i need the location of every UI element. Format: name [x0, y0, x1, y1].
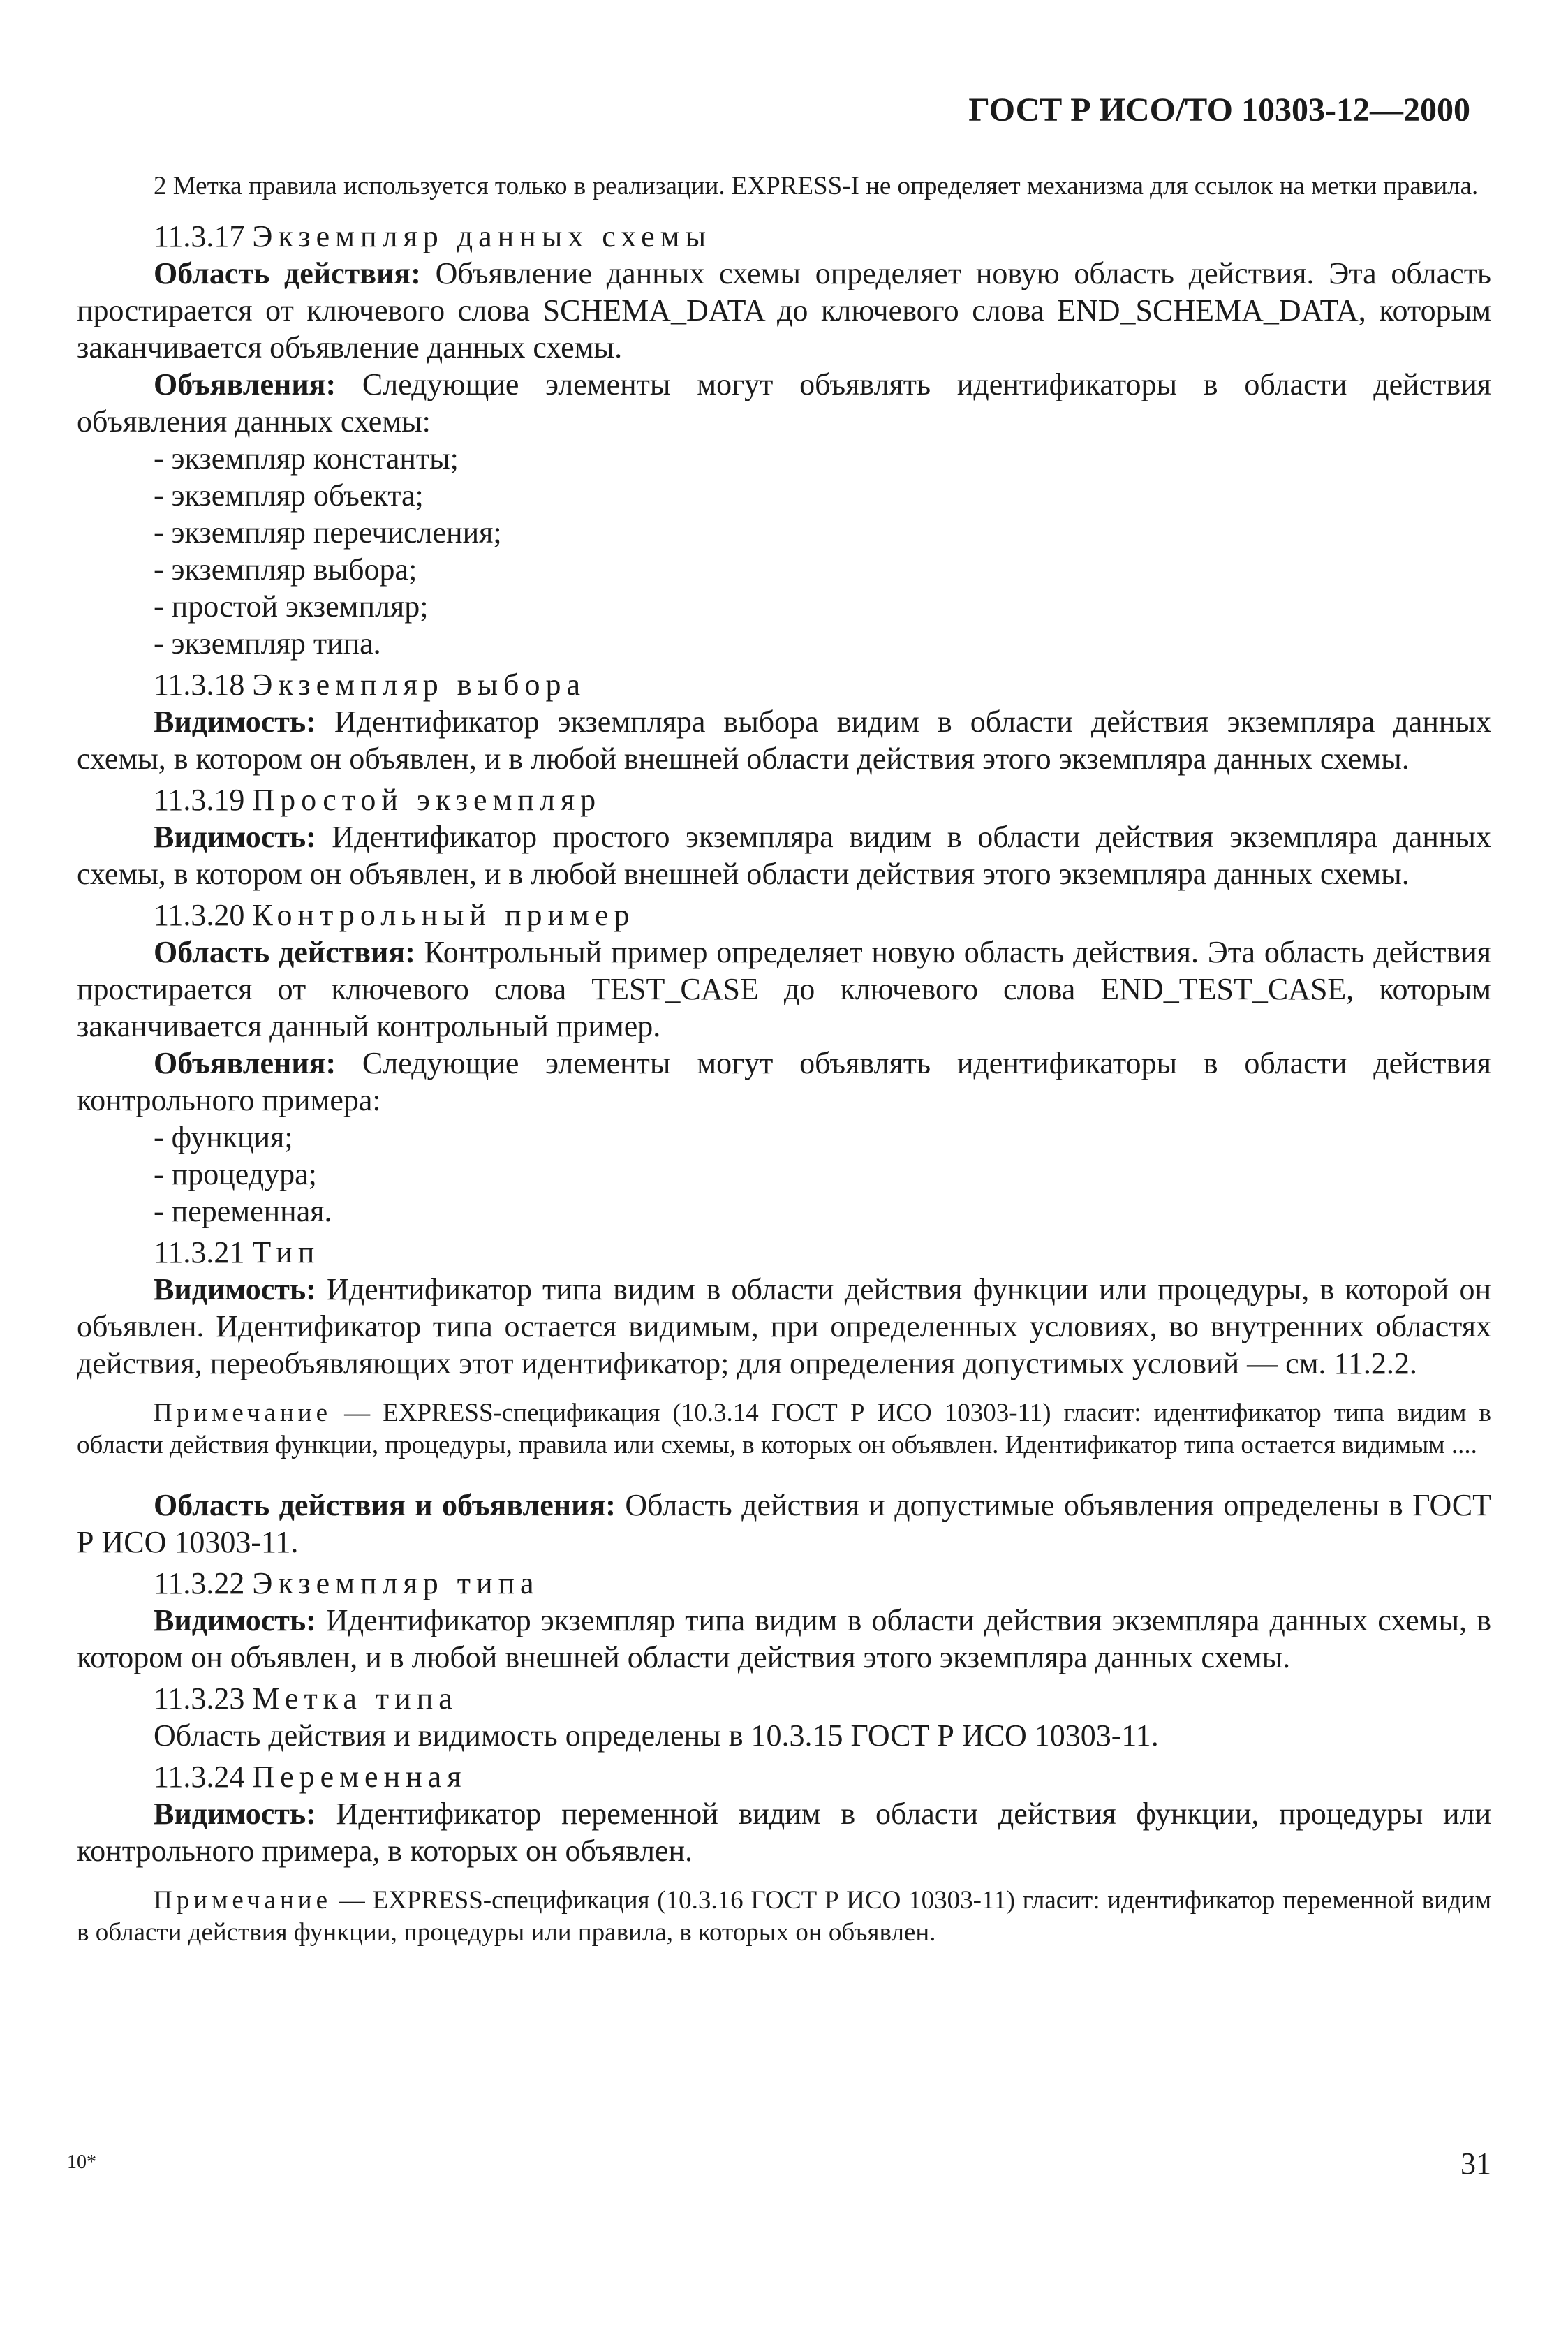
section-number: 11.3.19: [154, 783, 245, 817]
section-title: Тип: [252, 1235, 320, 1269]
section-number: 11.3.21: [154, 1235, 245, 1269]
declarations-label: Объявления:: [154, 367, 336, 401]
section-heading-11-3-19: [77, 781, 1491, 818]
section-title: Метка типа: [252, 1681, 458, 1716]
list-item: - экземпляр типа.: [154, 626, 381, 661]
section-number: 11.3.22: [154, 1566, 245, 1600]
note-label: Примечание: [154, 1399, 332, 1427]
note-text: — EXPRESS-спецификация (10.3.16 ГОСТ Р ИСО 10303-11) гласит: идентификатор переменной видим в области действия функции, процедуры или правила, в которых он объявлен.: [77, 1886, 1491, 1947]
list-item: - экземпляр перечисления;: [154, 515, 502, 550]
section-title: Экземпляр типа: [252, 1566, 540, 1600]
declarations-paragraph: [77, 1045, 1491, 1119]
visibility-text: Идентификатор типа видим в области действия функции или процедуры, в которой он объявлен. Идентификатор типа остается видимым, при определенных условиях, во внутренних областях действия, переобъявляющих этот идентификатор; для определения допустимых условий — см. 11.2.2.: [77, 1272, 1491, 1380]
list-item: - простой экземпляр;: [154, 589, 429, 624]
section-number: 11.3.18: [154, 668, 245, 702]
section-title: Простой экземпляр: [252, 783, 602, 817]
list-item: - экземпляр константы;: [154, 441, 459, 476]
note-text: — EXPRESS-спецификация (10.3.14 ГОСТ Р ИСО 10303-11) гласит: идентификатор типа видим в области действия функции, процедуры, правила или схемы, в которых он объявлен. Идентификатор типа остается видимым ....: [77, 1399, 1491, 1459]
list-item: - функция;: [154, 1120, 293, 1154]
scope-label: Область действия:: [154, 256, 421, 290]
visibility-label: Видимость:: [154, 1603, 316, 1637]
section-title: Переменная: [252, 1760, 467, 1794]
scope-text: Объявление данных схемы определяет новую область действия. Эта область простирается от ключевого слова SCHEMA_DATA до ключевого слова END_SCHEMA_DATA, которым заканчивается объявление данных схемы.: [77, 256, 1491, 364]
intro-note: 2 Метка правила используется только в реализации. EXPRESS-I не определяет механизма для ссылок на метки правила.: [154, 172, 1479, 200]
visibility-paragraph: [77, 1271, 1491, 1382]
note-paragraph: [77, 1397, 1491, 1461]
footer-signature-mark: 10*: [67, 2151, 96, 2173]
visibility-paragraph: [77, 1795, 1491, 1869]
list-item: - экземпляр выбора;: [154, 552, 417, 587]
page-number: 31: [1460, 2146, 1491, 2181]
section-heading-11-3-21: [77, 1234, 1491, 1271]
visibility-label: Видимость:: [154, 1797, 316, 1831]
scope-label: Область действия:: [154, 935, 415, 969]
scope-paragraph: [77, 934, 1491, 1045]
visibility-paragraph: [77, 1602, 1491, 1676]
section-heading-11-3-23: [77, 1680, 1491, 1717]
scope-text: Контрольный пример определяет новую область действия. Эта область действия простирается от ключевого слова TEST_CASE до ключевого слова END_TEST_CASE, которым заканчивается данный контрольный пример.: [77, 935, 1492, 1043]
page-header: ГОСТ Р ИСО/ТО 10303-12—2000: [968, 91, 1470, 128]
section-number: 11.3.17: [154, 219, 245, 253]
section-number: 11.3.20: [154, 898, 245, 932]
note-paragraph: [77, 1885, 1491, 1949]
visibility-label: Видимость:: [154, 705, 316, 739]
scope-declarations-text: Область действия и допустимые объявления определены в ГОСТ Р ИСО 10303-11.: [77, 1488, 1491, 1559]
section-heading-11-3-17: [77, 218, 1491, 255]
section-title: Экземпляр данных схемы: [252, 219, 712, 253]
section-number: 11.3.24: [154, 1760, 245, 1794]
visibility-text: Идентификатор экземпляр типа видим в области действия экземпляра данных схемы, в котором он объявлен, и в любой внешней области действия этого экземпляра данных схемы.: [77, 1603, 1491, 1674]
list-item: - экземпляр объекта;: [154, 478, 424, 513]
declarations-text: Следующие элементы могут объявлять идентификаторы в области действия объявления данных схемы:: [77, 367, 1491, 439]
list-item: - процедура;: [154, 1157, 317, 1191]
visibility-text: Идентификатор переменной видим в области действия функции, процедуры или контрольного примера, в которых он объявлен.: [77, 1797, 1491, 1868]
section-title: Экземпляр выбора: [252, 668, 586, 702]
visibility-paragraph: [77, 703, 1491, 777]
body-paragraph: Область действия и видимость определены в 10.3.15 ГОСТ Р ИСО 10303-11.: [154, 1718, 1159, 1753]
section-heading-11-3-24: [77, 1758, 1491, 1795]
section-title: Контрольный пример: [252, 898, 635, 932]
section-heading-11-3-22: [77, 1565, 1491, 1602]
visibility-text: Идентификатор простого экземпляра видим в области действия экземпляра данных схемы, в котором он объявлен, и в любой внешней области действия этого экземпляра данных схемы.: [77, 820, 1491, 891]
visibility-text: Идентификатор экземпляра выбора видим в области действия экземпляра данных схемы, в котором он объявлен, и в любой внешней области действия этого экземпляра данных схемы.: [77, 705, 1491, 776]
declarations-label: Объявления:: [154, 1046, 336, 1080]
list-item: - переменная.: [154, 1194, 332, 1228]
visibility-paragraph: [77, 818, 1491, 892]
section-heading-11-3-18: [77, 666, 1491, 703]
scope-declarations-paragraph: [77, 1487, 1491, 1561]
declarations-text: Следующие элементы могут объявлять идентификаторы в области действия контрольного примера:: [77, 1046, 1491, 1117]
note-label: Примечание: [154, 1886, 332, 1915]
scope-declarations-label: Область действия и объявления:: [154, 1488, 616, 1522]
scope-paragraph: [77, 255, 1491, 366]
declarations-paragraph: [77, 366, 1491, 440]
visibility-label: Видимость:: [154, 820, 316, 854]
section-number: 11.3.23: [154, 1681, 245, 1716]
visibility-label: Видимость:: [154, 1272, 316, 1306]
section-heading-11-3-20: [77, 897, 1491, 934]
